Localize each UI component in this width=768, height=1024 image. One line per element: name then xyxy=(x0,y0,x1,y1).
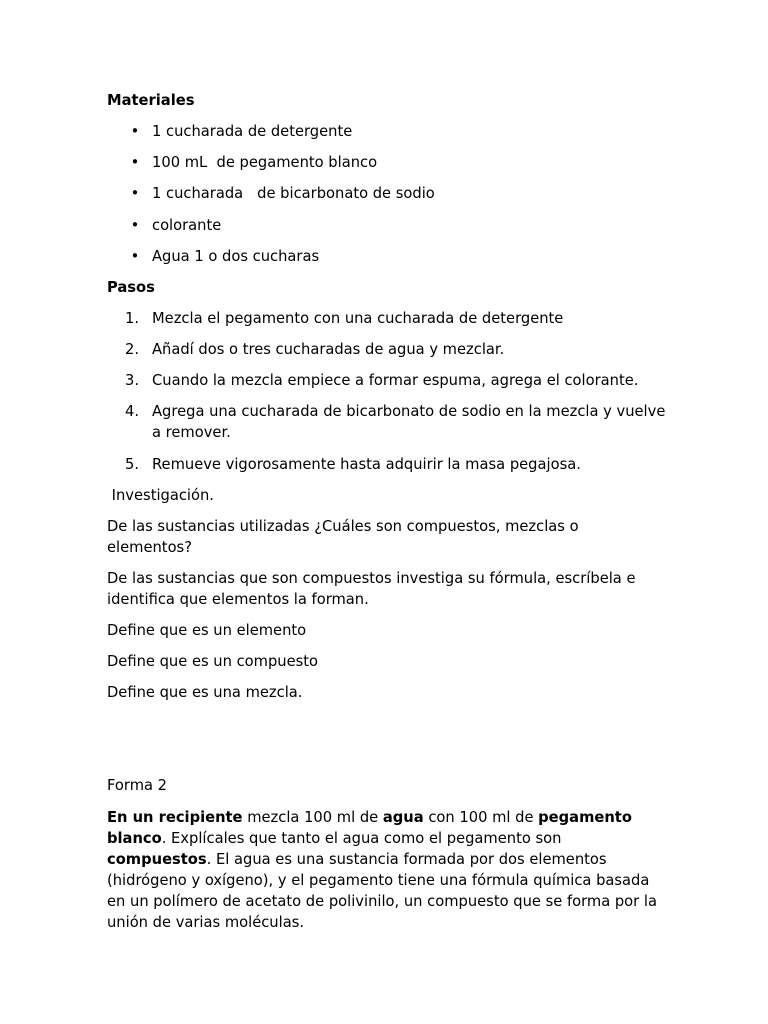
step-text: Añadí dos o tres cucharadas de agua y mezclar. xyxy=(152,341,505,358)
materials-heading: Materiales xyxy=(107,92,195,109)
materials-item: 100 mL de pegamento blanco xyxy=(152,154,378,171)
list-item xyxy=(107,308,667,329)
list-item xyxy=(107,454,667,475)
step-text: Remueve vigorosamente hasta adquirir la masa pegajosa. xyxy=(152,456,581,473)
step-number: 3. xyxy=(125,372,140,389)
paragraph-text: . Explícales que tanto el agua como el pegamento son xyxy=(161,830,567,847)
paragraph-text: mezcla 100 ml de xyxy=(242,809,383,826)
list-item xyxy=(107,246,667,267)
materials-item: colorante xyxy=(152,217,222,234)
bullet-icon: • xyxy=(130,185,140,202)
investigation-question: De las sustancias que son compuestos investiga su fórmula, escríbela e identifica que elementos la forman. xyxy=(107,570,636,608)
investigation-question: Define que es una mezcla. xyxy=(107,684,303,701)
materials-item: 1 cucharada de detergente xyxy=(152,123,353,140)
list-item xyxy=(107,370,667,391)
step-number: 1. xyxy=(125,310,140,327)
list-item xyxy=(107,183,667,204)
list-item xyxy=(107,152,667,173)
paragraph-text: con 100 ml de xyxy=(423,809,539,826)
bold-text: pegamento blanco xyxy=(107,809,632,847)
step-number: 2. xyxy=(125,341,140,358)
investigation-question: Define que es un compuesto xyxy=(107,653,319,670)
bold-text: agua xyxy=(382,809,424,826)
investigation-question: De las sustancias utilizadas ¿Cuáles son compuestos, mezclas o elementos? xyxy=(107,518,579,556)
step-text: Cuando la mezcla empiece a formar espuma, agrega el colorante. xyxy=(152,372,639,389)
steps-heading: Pasos xyxy=(107,279,155,296)
materials-item: 1 cucharada de bicarbonato de sodio xyxy=(152,185,435,202)
list-item xyxy=(107,401,671,443)
bold-text: compuestos xyxy=(107,851,207,868)
bullet-icon: • xyxy=(130,123,140,140)
list-item xyxy=(107,121,667,142)
paragraph-text: . El agua es una sustancia formada por dos elementos (hidrógeno y oxígeno), y el pegamento tiene una fórmula química basada en un polímero de acetato de polivinilo, un compuesto que se forma por la unión de varias moléculas. xyxy=(107,851,662,931)
step-number: 4. xyxy=(125,403,140,420)
materials-item: Agua 1 o dos cucharas xyxy=(152,248,320,265)
forma2-heading: Forma 2 xyxy=(107,777,168,794)
list-item xyxy=(107,339,667,360)
bullet-icon: • xyxy=(130,154,140,171)
forma2-paragraph xyxy=(107,807,667,933)
bullet-icon: • xyxy=(130,248,140,265)
bold-text: En un recipiente xyxy=(107,809,243,826)
investigation-heading: Investigación. xyxy=(107,487,214,504)
step-text: Agrega una cucharada de bicarbonato de sodio en la mezcla y vuelve a remover. xyxy=(152,403,671,441)
step-number: 5. xyxy=(125,456,140,473)
list-item xyxy=(107,215,667,236)
step-text: Mezcla el pegamento con una cucharada de detergente xyxy=(152,310,564,327)
investigation-question: Define que es un elemento xyxy=(107,622,307,639)
bullet-icon: • xyxy=(130,217,140,234)
